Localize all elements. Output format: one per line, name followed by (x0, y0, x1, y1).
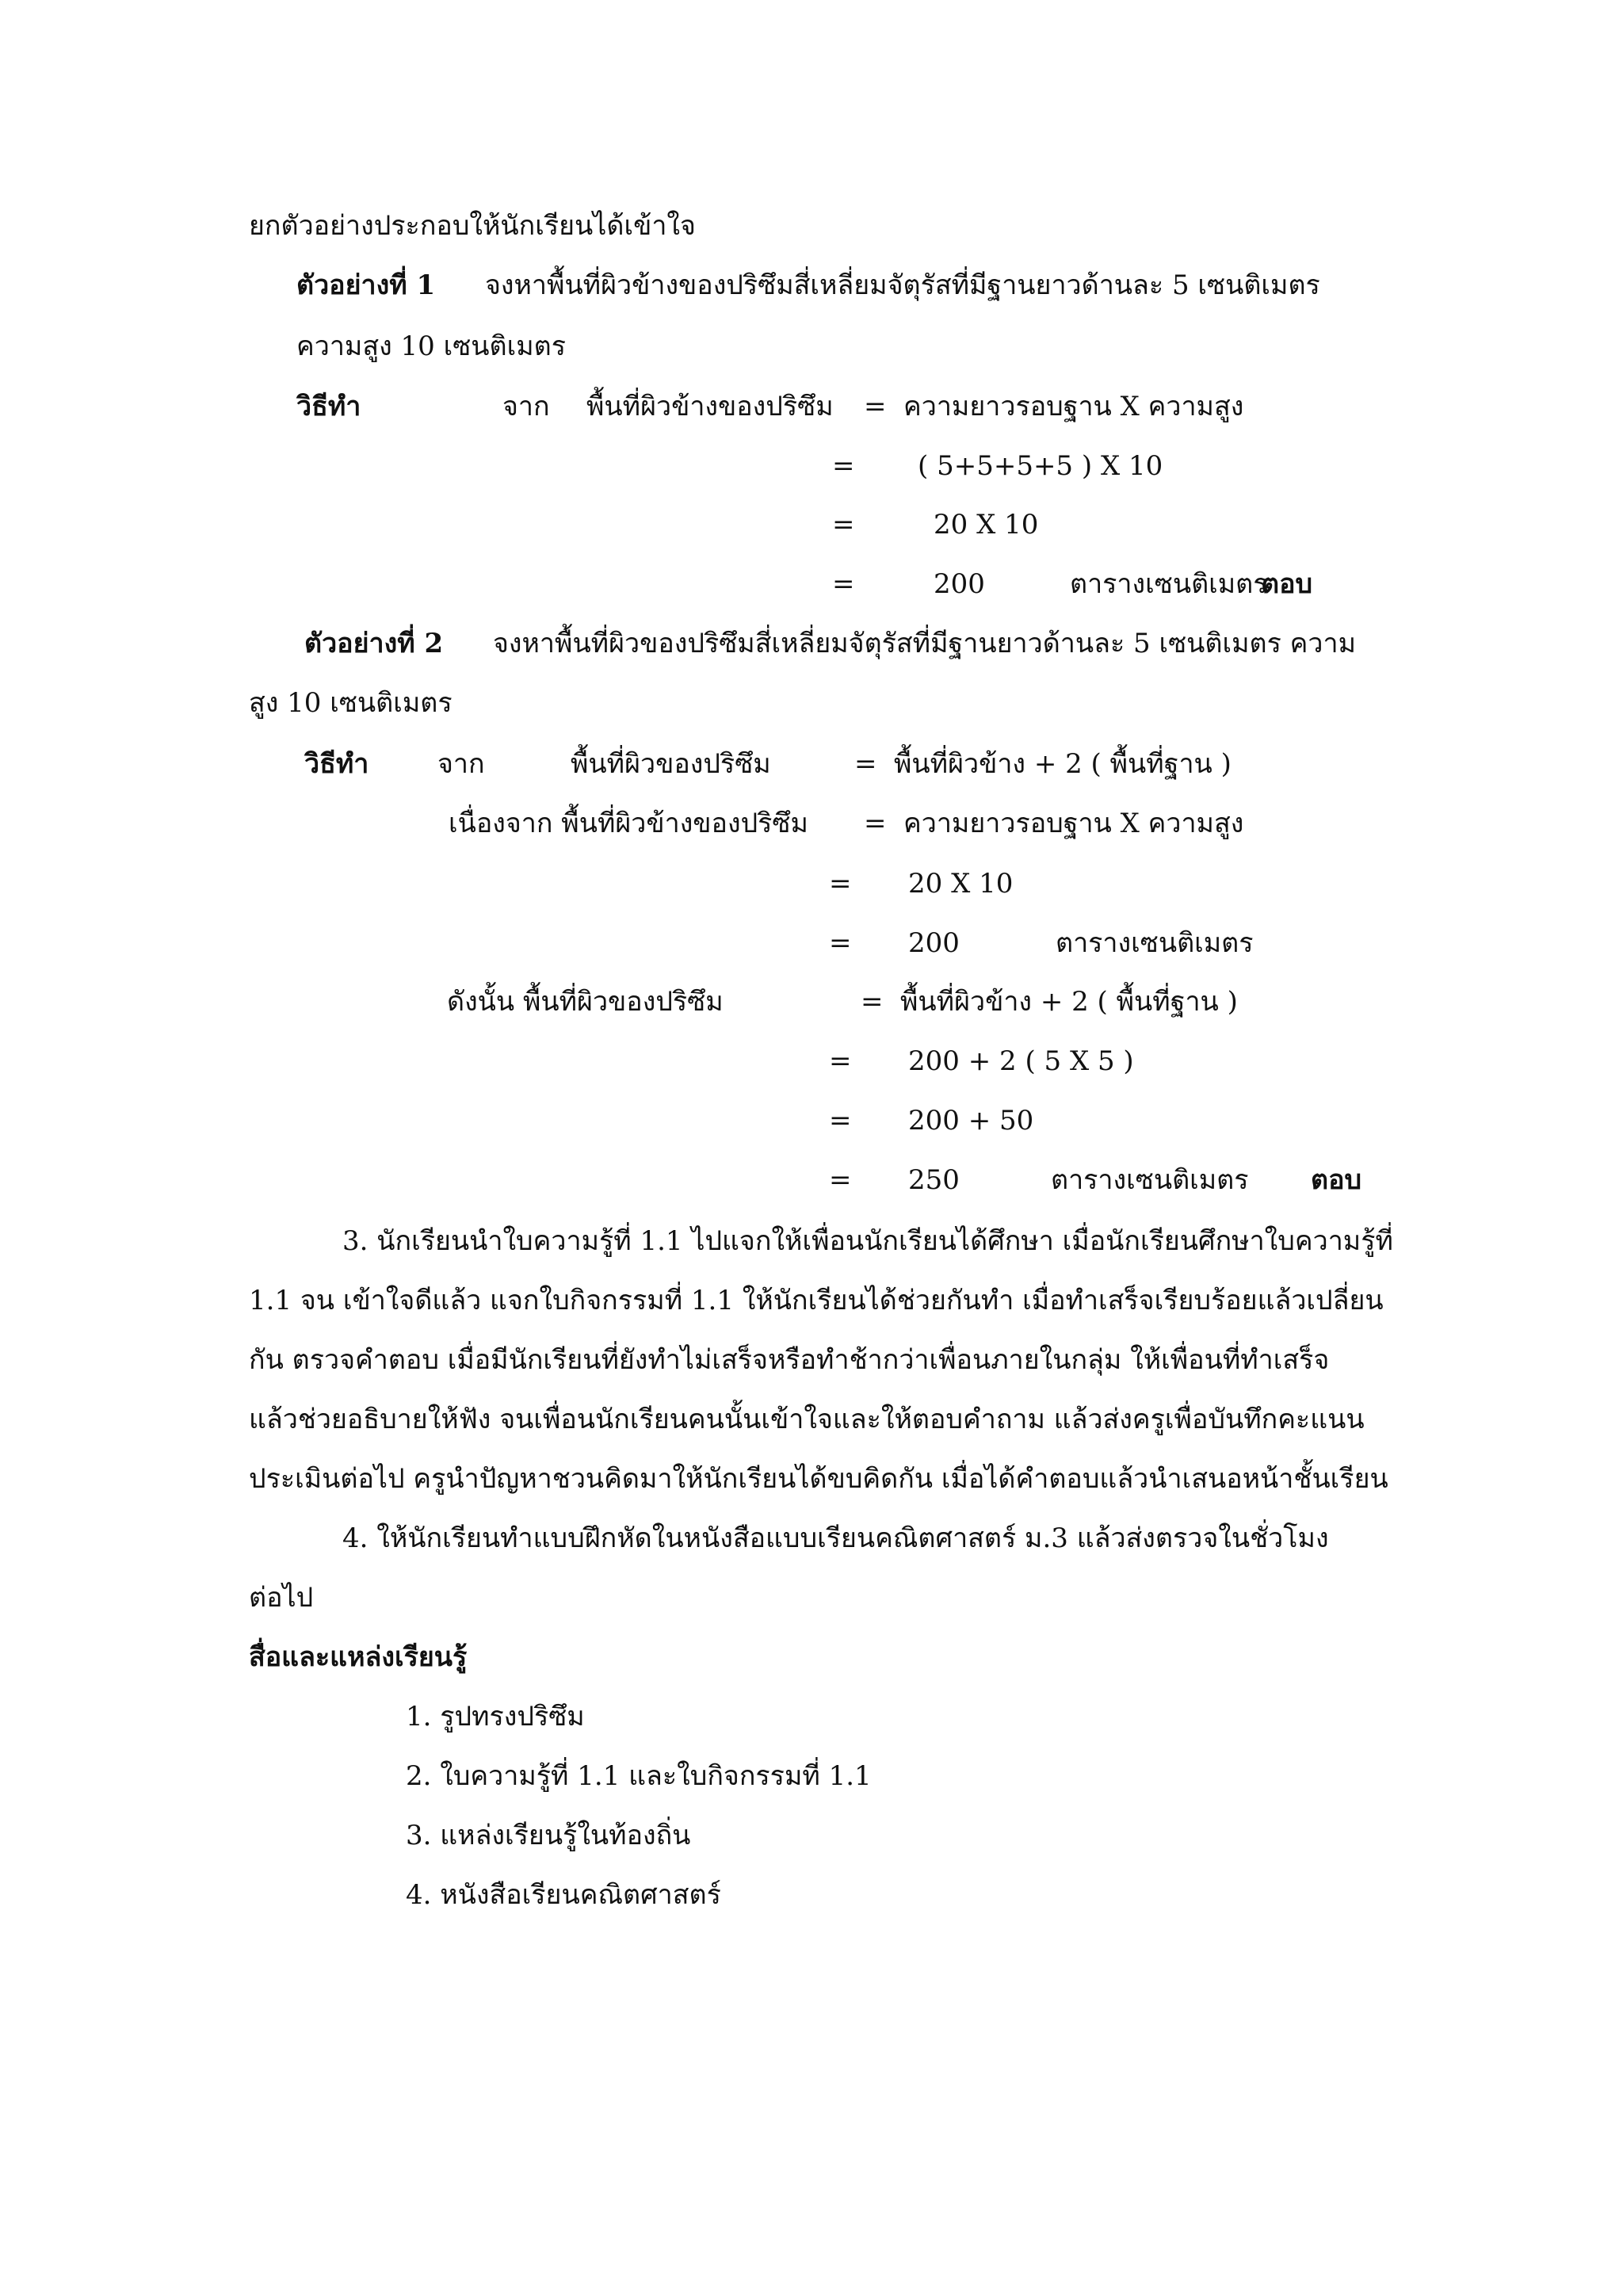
example2-step1: 20 X 10 (908, 868, 1014, 900)
example2-method-label: วิธีทำ (304, 748, 369, 780)
example2-since: เนื่องจาก พื้นที่ผิวข้างของปริซึม (449, 808, 808, 839)
example1-text-cont: ความสูง 10 เซนติเมตร (296, 330, 566, 362)
example2-eq-2: = (864, 808, 887, 839)
media-item-1: 1. รูปทรงปริซึม (406, 1701, 585, 1733)
example2-rhs1: พื้นที่ผิวข้าง + 2 ( พื้นที่ฐาน ) (894, 748, 1232, 780)
example1-label: ตัวอย่างที่ 1 (296, 269, 436, 301)
para3-line5: ประเมินต่อไป ครูนำปัญหาชวนคิดมาให้นักเรียนได้ขบคิดกัน เมื่อได้คำตอบแล้วนำเสนอหน้าชั้นเรียน (249, 1463, 1388, 1495)
example2-step4: 200 + 50 (908, 1105, 1034, 1137)
example1-step1: ( 5+5+5+5 ) X 10 (918, 450, 1163, 482)
para4-line1: 4. ให้นักเรียนทำแบบฝึกหัดในหนังสือแบบเรียนคณิตศาสตร์ ม.3 แล้วส่งตรวจในชั่วโมง (342, 1522, 1329, 1554)
example1-step2: 20 X 10 (934, 509, 1039, 541)
example2-eq-8: = (829, 1164, 852, 1196)
example1-lhs: พื้นที่ผิวข้างของปริซึม (586, 391, 834, 422)
example2-unit-1: ตารางเซนติเมตร (1056, 927, 1254, 959)
example2-eq-3: = (829, 868, 852, 900)
para3-line1: 3. นักเรียนนำใบความรู้ที่ 1.1 ไปแจกให้เพื่อนนักเรียนได้ศึกษา เมื่อนักเรียนศึกษาใบความรู้ที่ (342, 1225, 1393, 1257)
example1-from: จาก (502, 391, 550, 422)
intro-line: ยกตัวอย่างประกอบให้นักเรียนได้เข้าใจ (249, 210, 696, 242)
example2-unit-2: ตารางเซนติเมตร (1051, 1164, 1249, 1196)
example1-method-label: วิธีทำ (296, 391, 361, 422)
example1-eq-1: = (832, 450, 855, 482)
example2-answer: ตอบ (1311, 1164, 1362, 1196)
para4-line2: ต่อไป (249, 1582, 314, 1614)
example1-answer: ตอบ (1262, 568, 1313, 600)
example2-eq-5: = (861, 986, 884, 1018)
example2-text: จงหาพื้นที่ผิวของปริซึมสี่เหลี่ยมจัตุรัสที่มีฐานยาวด้านละ 5 เซนติเมตร ความ (493, 628, 1356, 659)
example2-text-cont: สูง 10 เซนติเมตร (249, 687, 453, 719)
example2-label: ตัวอย่างที่ 2 (304, 628, 444, 659)
example2-eq-7: = (829, 1105, 852, 1137)
example1-eq-3: = (832, 568, 855, 600)
example1-eq-2: = (832, 509, 855, 541)
para3-line2: 1.1 จน เข้าใจดีแล้ว แจกใบกิจกรรมที่ 1.1 ให้นักเรียนได้ช่วยกันทำ เมื่อทำเสร็จเรียบร้อยแล้วเปลี่ยน (249, 1285, 1384, 1316)
example1-rhs: ความยาวรอบฐาน X ความสูง (903, 391, 1244, 422)
example2-eq-1: = (854, 748, 877, 780)
media-item-2: 2. ใบความรู้ที่ 1.1 และใบกิจกรรมที่ 1.1 (406, 1760, 872, 1792)
example2-therefore: ดังนั้น พื้นที่ผิวของปริซึม (447, 986, 724, 1018)
media-heading: สื่อและแหล่งเรียนรู้ (249, 1641, 468, 1673)
example2-rhs3: พื้นที่ผิวข้าง + 2 ( พื้นที่ฐาน ) (900, 986, 1238, 1018)
para3-line3: กัน ตรวจคำตอบ เมื่อมีนักเรียนที่ยังทำไม่เสร็จหรือทำช้ากว่าเพื่อนภายในกลุ่ม ให้เพื่อนที่ทำเสร็จ (249, 1344, 1330, 1376)
example2-lhs1: พื้นที่ผิวของปริซึม (571, 748, 771, 780)
example1-text: จงหาพื้นที่ผิวข้างของปริซึมสี่เหลี่ยมจัตุรัสที่มีฐานยาวด้านละ 5 เซนติเมตร (485, 269, 1320, 301)
example2-eq-6: = (829, 1045, 852, 1077)
media-item-4: 4. หนังสือเรียนคณิตศาสตร์ (406, 1879, 721, 1911)
para3-line4: แล้วช่วยอธิบายให้ฟัง จนเพื่อนนักเรียนคนนั้นเข้าใจและให้ตอบคำถาม แล้วส่งครูเพื่อบันทึกคะแนน (249, 1404, 1365, 1435)
example1-unit: ตารางเซนติเมตร (1070, 568, 1268, 600)
example2-rhs2: ความยาวรอบฐาน X ความสูง (903, 808, 1244, 839)
example2-step3: 200 + 2 ( 5 X 5 ) (908, 1045, 1134, 1077)
example1-eq: = (864, 391, 887, 422)
example2-step5: 250 (908, 1164, 960, 1196)
example2-eq-4: = (829, 927, 852, 959)
example2-from: จาก (437, 748, 485, 780)
example1-step3: 200 (934, 568, 985, 600)
media-item-3: 3. แหล่งเรียนรู้ในท้องถิ่น (406, 1820, 691, 1851)
example2-step2: 200 (908, 927, 960, 959)
